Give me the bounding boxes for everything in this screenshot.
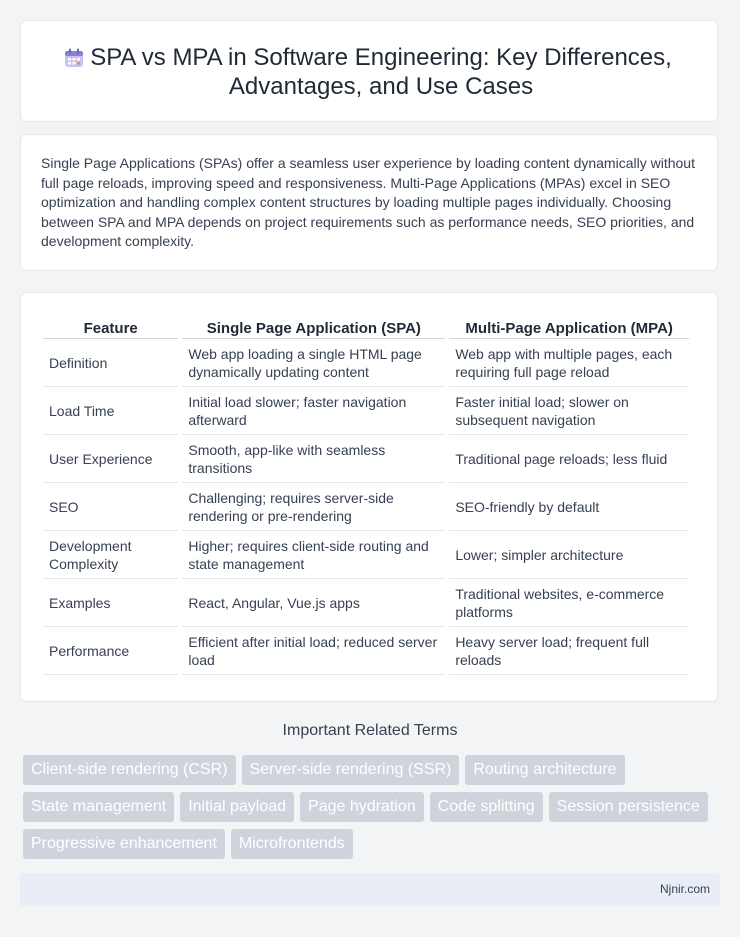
- related-term-tag[interactable]: Microfrontends: [231, 829, 353, 859]
- row-feature: Performance: [43, 627, 178, 675]
- row-feature: SEO: [43, 483, 178, 531]
- table-row: [43, 435, 689, 483]
- row-mpa: Traditional page reloads; less fluid: [449, 435, 689, 483]
- row-spa: Web app loading a single HTML page dynamically updating content: [182, 339, 445, 387]
- header-mpa: Multi-Page Application (MPA): [449, 315, 689, 339]
- row-mpa: Heavy server load; frequent full reloads: [449, 627, 689, 675]
- row-feature: Definition: [43, 339, 178, 387]
- row-feature: User Experience: [43, 435, 178, 483]
- row-spa: React, Angular, Vue.js apps: [182, 579, 445, 627]
- intro-card: [20, 134, 718, 271]
- row-feature: Load Time: [43, 387, 178, 435]
- intro-paragraph: Single Page Applications (SPAs) offer a seamless user experience by loading content dynamically without full page reloads, improving speed and responsiveness. Multi-Page Applications (MPAs) excel in SEO optimization and handling complex content structures by loading multiple pages individually. Choosing between SPA and MPA depends on project requirements such as performance needs, SEO priorities, and development complexity.: [41, 155, 695, 250]
- related-term-tag[interactable]: State management: [23, 792, 174, 822]
- related-term-tag[interactable]: Routing architecture: [465, 755, 624, 785]
- footer-site-name[interactable]: Njnir.com: [659, 882, 710, 896]
- comparison-table-card: [20, 292, 718, 702]
- related-term-tag[interactable]: Session persistence: [549, 792, 708, 822]
- row-mpa: SEO-friendly by default: [449, 483, 689, 531]
- row-mpa: Faster initial load; slower on subsequent navigation: [449, 387, 689, 435]
- related-term-tag[interactable]: Page hydration: [300, 792, 424, 822]
- row-spa: Initial load slower; faster navigation afterward: [182, 387, 445, 435]
- footer-bar: [20, 873, 720, 906]
- row-feature: Examples: [43, 579, 178, 627]
- header-card: [20, 20, 718, 122]
- row-spa: Smooth, app-like with seamless transitions: [182, 435, 445, 483]
- related-term-tag[interactable]: Client-side rendering (CSR): [23, 755, 236, 785]
- page-title: SPA vs MPA in Software Engineering: Key Differences, Advantages, and Use Cases: [90, 44, 672, 100]
- calendar-icon: [63, 47, 85, 69]
- related-term-tag[interactable]: Initial payload: [180, 792, 294, 822]
- row-mpa: Traditional websites, e-commerce platforms: [449, 579, 689, 627]
- table-row: [43, 339, 689, 387]
- row-mpa: Web app with multiple pages, each requiring full page reload: [449, 339, 689, 387]
- title-wrap: [21, 43, 717, 101]
- table-header-row: [43, 315, 689, 339]
- row-spa: Higher; requires client-side routing and state management: [182, 531, 445, 579]
- related-terms-list: [23, 755, 723, 859]
- table-row: [43, 579, 689, 627]
- table-row: [43, 627, 689, 675]
- header-spa: Single Page Application (SPA): [182, 315, 445, 339]
- header-feature: Feature: [43, 315, 178, 339]
- table-row: [43, 387, 689, 435]
- table-row: [43, 483, 689, 531]
- comparison-table: [39, 315, 693, 675]
- row-spa: Efficient after initial load; reduced server load: [182, 627, 445, 675]
- row-feature: Development Complexity: [43, 531, 178, 579]
- row-spa: Challenging; requires server-side rendering or pre-rendering: [182, 483, 445, 531]
- related-terms-title: Important Related Terms: [282, 722, 458, 739]
- table-row: [43, 531, 689, 579]
- related-term-tag[interactable]: Server-side rendering (SSR): [242, 755, 460, 785]
- related-term-tag[interactable]: Progressive enhancement: [23, 829, 225, 859]
- row-mpa: Lower; simpler architecture: [449, 531, 689, 579]
- related-term-tag[interactable]: Code splitting: [430, 792, 543, 822]
